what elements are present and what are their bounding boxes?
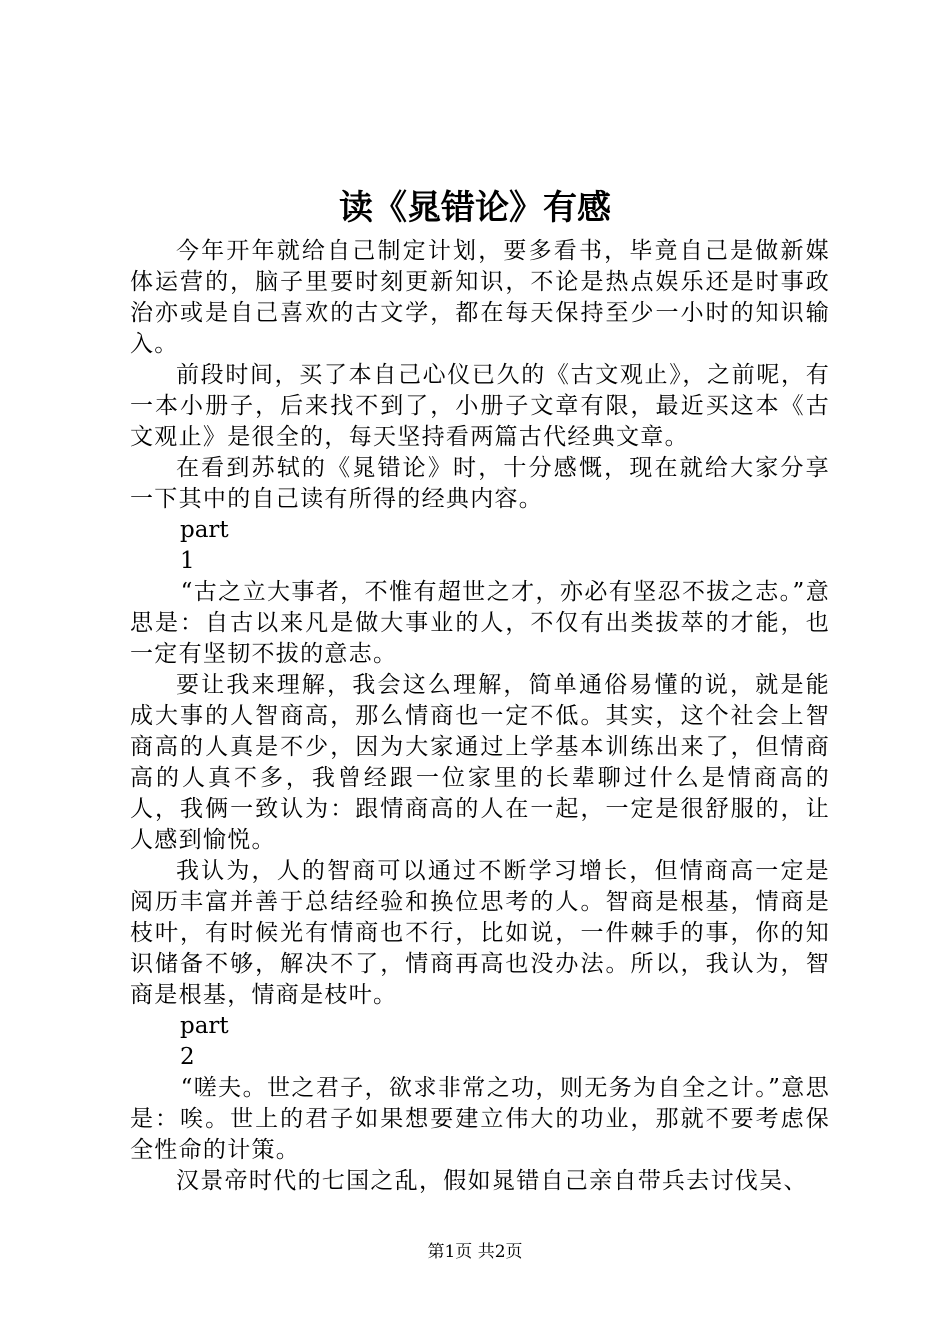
part1-paragraph-2: 我认为，人的智商可以通过不断学习增长，但情商高一定是阅历丰富并善于总结经验和换位思考的人。智商是根基，情商是枝叶，有时候光有情商也不行，比如说，一件棘手的事，你的知识储备不够，解决不了，情商再高也没办法。所以，我认为，智商是根基，情商是枝叶。: [130, 858, 830, 1008]
part2-number: 2: [180, 1044, 195, 1070]
part1-quote: “古之立大事者，不惟有超世之才，亦必有坚忍不拔之志。”意思是：自古以来凡是做大事业的人，不仅有出类拔萃的才能，也一定有坚韧不拔的意志。: [130, 579, 830, 667]
part1-number: 1: [180, 548, 195, 574]
part1-label: part: [180, 517, 229, 543]
part2-paragraph-1: 汉景帝时代的七国之乱，假如晁错自己亲自带兵去讨伐吴、: [176, 1168, 808, 1194]
document-body: [130, 236, 830, 1197]
page-footer: 第1页 共2页: [427, 1242, 523, 1262]
document-title: 读《晁错论》有感: [339, 188, 611, 228]
paragraph-intro-1: 今年开年就给自己制定计划，要多看书，毕竟自己是做新媒体运营的，脑子里要时刻更新知识，不论是热点娱乐还是时事政治亦或是自己喜欢的古文学，都在每天保持至少一小时的知识输入。: [130, 238, 830, 357]
part1-paragraph-1: 要让我来理解，我会这么理解，简单通俗易懂的说，就是能成大事的人智商高，那么情商也一定不低。其实，这个社会上智商高的人真是不少，因为大家通过上学基本训练出来了，但情商高的人真不多，我曾经跟一位家里的长辈聊过什么是情商高的人，我俩一致认为：跟情商高的人在一起，一定是很舒服的，让人感到愉悦。: [130, 672, 830, 853]
paragraph-intro-2: 前段时间，买了本自己心仪已久的《古文观止》，之前呢，有一本小册子，后来找不到了，小册子文章有限，最近买这本《古文观止》是很全的，每天坚持看两篇古代经典文章。: [130, 362, 830, 450]
part2-label: part: [180, 1013, 229, 1039]
paragraph-intro-3: 在看到苏轼的《晁错论》时，十分感慨，现在就给大家分享一下其中的自己读有所得的经典内容。: [130, 455, 830, 512]
part2-quote: “嗟夫。世之君子，欲求非常之功，则无务为自全之计。”意思是：唉。世上的君子如果想要建立伟大的功业，那就不要考虑保全性命的计策。: [130, 1075, 830, 1163]
